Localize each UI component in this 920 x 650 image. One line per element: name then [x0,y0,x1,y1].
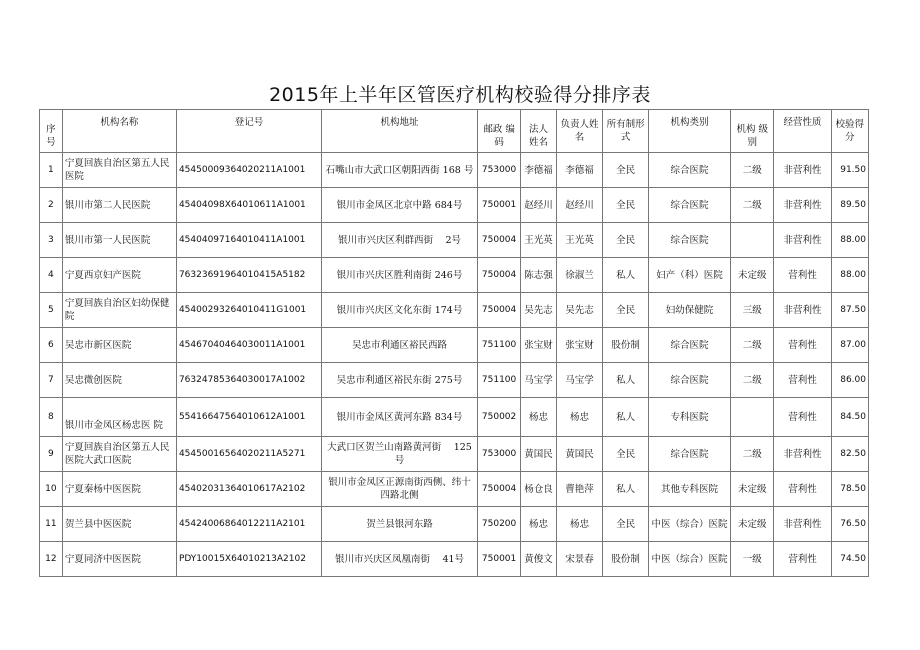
cell-nature: 营利性 [774,542,831,577]
cell-ownership: 股份制 [603,328,649,363]
cell-postal: 751100 [477,363,521,398]
cell-reg: 76323691964010415A5182 [176,258,321,293]
cell-score: 87.50 [831,293,868,328]
cell-no: 3 [40,223,63,258]
page-title: 2015年上半年区管医疗机构校验得分排序表 [269,84,651,106]
cell-nature: 营利性 [774,328,831,363]
cell-name: 银川市金凤区杨忠医 院 [62,398,176,437]
cell-reg: 45450009364020211A1001 [176,153,321,188]
cell-score: 88.00 [831,258,868,293]
table-row [40,223,869,258]
cell-nature: 营利性 [774,398,831,437]
cell-name: 宁夏回族自治区第五人民医院大武口医院 [62,437,176,472]
table-row [40,153,869,188]
cell-name: 宁夏回族自治区第五人民医院 [62,153,176,188]
cell-category: 综合医院 [648,437,730,472]
cell-score: 74.50 [831,542,868,577]
cell-postal: 750001 [477,188,521,223]
cell-reg: 76324785364030017A1002 [176,363,321,398]
cell-nature: 非营利性 [774,223,831,258]
cell-no: 11 [40,507,63,542]
cell-no: 12 [40,542,63,577]
cell-postal: 750200 [477,507,521,542]
cell-name: 宁夏回族自治区妇幼保健院 [62,293,176,328]
header-owner: 负责人姓名 [556,110,603,153]
cell-level: 二级 [730,153,774,188]
cell-score: 78.50 [831,472,868,507]
table-row [40,293,869,328]
table-row [40,363,869,398]
cell-postal: 750004 [477,223,521,258]
cell-addr: 银川市金凤区黄河东路 834号 [322,398,478,437]
cell-name: 吴忠市新区医院 [62,328,176,363]
cell-level: 二级 [730,328,774,363]
header-postal: 邮政 编码 [477,110,521,153]
table-row [40,542,869,577]
cell-addr: 吴忠市利通区裕民东街 275号 [322,363,478,398]
cell-nature: 营利性 [774,363,831,398]
cell-category: 综合医院 [648,328,730,363]
cell-ownership: 私人 [603,472,649,507]
cell-nature: 营利性 [774,258,831,293]
cell-reg: 45424006864012211A2101 [176,507,321,542]
cell-ownership: 全民 [603,507,649,542]
cell-addr: 贺兰县银河东路 [322,507,478,542]
cell-ownership: 全民 [603,293,649,328]
cell-legal: 杨忠 [521,507,556,542]
cell-name: 银川市第二人民医院 [62,188,176,223]
cell-level: 未定级 [730,507,774,542]
cell-name: 宁夏西京妇产医院 [62,258,176,293]
cell-level [730,223,774,258]
cell-no: 4 [40,258,63,293]
cell-name: 贺兰县中医医院 [62,507,176,542]
cell-addr: 银川市金凤区北京中路 684号 [322,188,478,223]
cell-legal: 陈志强 [521,258,556,293]
cell-nature: 非营利性 [774,153,831,188]
cell-owner: 宋景春 [556,542,603,577]
cell-ownership: 全民 [603,188,649,223]
table-row [40,188,869,223]
cell-no: 2 [40,188,63,223]
cell-no: 9 [40,437,63,472]
cell-postal: 750004 [477,472,521,507]
cell-no: 10 [40,472,63,507]
cell-postal: 750001 [477,542,521,577]
cell-legal: 杨忠 [521,398,556,437]
cell-score: 76.50 [831,507,868,542]
cell-addr: 大武口区贺兰山南路黄河街 125号 [322,437,478,472]
cell-score: 88.00 [831,223,868,258]
cell-legal: 马宝学 [521,363,556,398]
cell-level: 二级 [730,363,774,398]
header-legal: 法人 姓名 [521,110,556,153]
cell-reg: PDY10015X64010213A2102 [176,542,321,577]
cell-addr: 石嘴山市大武口区朝阳西街 168 号 [322,153,478,188]
header-score: 校验得分 [831,110,868,153]
cell-ownership: 私人 [603,363,649,398]
cell-category: 综合医院 [648,188,730,223]
cell-name: 吴忠微创医院 [62,363,176,398]
cell-legal: 张宝财 [521,328,556,363]
ranking-table [39,109,869,577]
cell-level: 三级 [730,293,774,328]
cell-reg: 45404097164010411A1001 [176,223,321,258]
cell-no: 8 [40,398,63,437]
cell-postal: 750004 [477,293,521,328]
header-level: 机构 级别 [730,110,774,153]
cell-no: 1 [40,153,63,188]
cell-addr: 银川市兴庆区胜利南街 246号 [322,258,478,293]
cell-addr: 银川市兴庆区利群西街 2号 [322,223,478,258]
cell-no: 7 [40,363,63,398]
cell-level: 二级 [730,437,774,472]
cell-legal: 王光英 [521,223,556,258]
cell-owner: 曹艳萍 [556,472,603,507]
cell-legal: 赵经川 [521,188,556,223]
cell-score: 84.50 [831,398,868,437]
cell-ownership: 私人 [603,258,649,293]
cell-owner: 徐淑兰 [556,258,603,293]
cell-nature: 非营利性 [774,188,831,223]
cell-owner: 王光英 [556,223,603,258]
table-header-row [40,110,869,153]
cell-addr: 吴忠市利通区裕民西路 [322,328,478,363]
cell-level: 未定级 [730,258,774,293]
table-row [40,398,869,437]
cell-reg: 55416647564010612A1001 [176,398,321,437]
cell-no: 6 [40,328,63,363]
cell-score: 91.50 [831,153,868,188]
cell-owner: 马宝学 [556,363,603,398]
header-name: 机构名称 [62,110,176,153]
table-row [40,258,869,293]
cell-score: 86.00 [831,363,868,398]
cell-reg: 45404098X64010611A1001 [176,188,321,223]
cell-owner: 杨忠 [556,507,603,542]
cell-category: 妇幼保健院 [648,293,730,328]
cell-level: 一级 [730,542,774,577]
cell-legal: 黄国民 [521,437,556,472]
cell-score: 89.50 [831,188,868,223]
cell-postal: 753000 [477,437,521,472]
cell-addr: 银川市兴庆区文化东街 174号 [322,293,478,328]
cell-ownership: 全民 [603,153,649,188]
cell-legal: 吴先志 [521,293,556,328]
cell-reg: 45402031364010617A2102 [176,472,321,507]
header-reg: 登记号 [176,110,321,153]
cell-level: 二级 [730,188,774,223]
cell-postal: 751100 [477,328,521,363]
cell-category: 中医（综合）医院 [648,542,730,577]
cell-postal: 750004 [477,258,521,293]
cell-nature: 非营利性 [774,293,831,328]
cell-category: 专科医院 [648,398,730,437]
cell-score: 82.50 [831,437,868,472]
cell-postal: 750002 [477,398,521,437]
cell-addr: 银川市金凤区正源南街西侧、纬十四路北侧 [322,472,478,507]
cell-reg: 45400293264010411G1001 [176,293,321,328]
header-addr: 机构地址 [322,110,478,153]
cell-category: 综合医院 [648,223,730,258]
cell-legal: 黄俊文 [521,542,556,577]
cell-score: 87.00 [831,328,868,363]
cell-reg: 45467040464030011A1001 [176,328,321,363]
cell-owner: 吴先志 [556,293,603,328]
cell-nature: 非营利性 [774,507,831,542]
cell-addr: 银川市兴庆区凤凰南街 41号 [322,542,478,577]
cell-owner: 张宝财 [556,328,603,363]
cell-ownership: 股份制 [603,542,649,577]
cell-owner: 杨忠 [556,398,603,437]
cell-category: 中医（综合）医院 [648,507,730,542]
cell-ownership: 全民 [603,437,649,472]
cell-level: 未定级 [730,472,774,507]
cell-category: 妇产（科）医院 [648,258,730,293]
cell-nature: 非营利性 [774,437,831,472]
cell-owner: 李德福 [556,153,603,188]
cell-name: 宁夏秦杨中医医院 [62,472,176,507]
cell-category: 综合医院 [648,363,730,398]
cell-name: 宁夏同济中医医院 [62,542,176,577]
header-nature: 经营性质 [774,110,831,153]
table-row [40,472,869,507]
cell-postal: 753000 [477,153,521,188]
cell-owner: 黄国民 [556,437,603,472]
table-row [40,328,869,363]
cell-name: 银川市第一人民医院 [62,223,176,258]
cell-ownership: 私人 [603,398,649,437]
header-no: 序 号 [40,110,63,153]
header-category: 机构类别 [648,110,730,153]
cell-category: 其他专科医院 [648,472,730,507]
cell-no: 5 [40,293,63,328]
header-ownership: 所有制形式 [603,110,649,153]
cell-owner: 赵经川 [556,188,603,223]
cell-legal: 李德福 [521,153,556,188]
cell-reg: 45450016564020211A5271 [176,437,321,472]
cell-ownership: 全民 [603,223,649,258]
table-row [40,437,869,472]
cell-level [730,398,774,437]
cell-category: 综合医院 [648,153,730,188]
cell-legal: 杨仓良 [521,472,556,507]
table-row [40,507,869,542]
cell-nature: 营利性 [774,472,831,507]
